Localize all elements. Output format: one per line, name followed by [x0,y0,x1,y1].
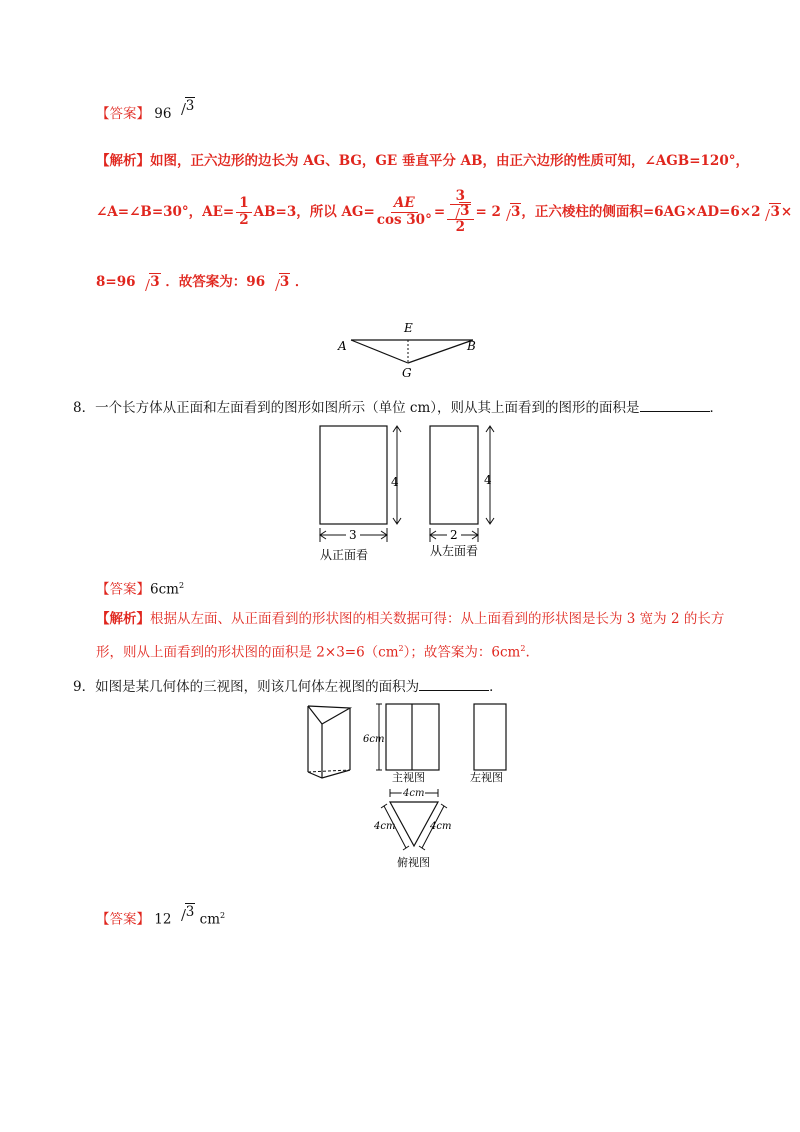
label-b: B [467,339,476,353]
answer-tag: 【答案】 [96,581,150,598]
answer-value: 12 [154,911,172,928]
fraction-ae-cos: $\frac{AE}{\cos 30^\circ}$ [376,195,432,228]
fraction-nested: 3 3 2 [447,190,473,235]
answer-value: 96 [154,106,172,122]
left-rect [430,426,478,524]
q7-analysis-line2: ∠A=∠B=30°，AE= $\frac{1}{2}$ AB=3，所以 AG= $\frac{AE}{\cos 30^\circ}$ = 3 3 2 = 2 3 ，正六棱柱的侧面积=6AG×AD=6×2 3 × [96,188,793,235]
top-left-side-label: 4cm [374,821,396,832]
top-width-label: 4cm [403,788,425,799]
analysis-tag: 【解析】 [96,153,150,169]
answer-value: 6cm [150,581,179,598]
analysis-tag: 【解析】 [96,611,150,627]
q9-question: 9．如图是某几何体的三视图，则该几何体左视图的面积为 ． [73,679,503,695]
left-caption: 从左面看 [430,544,479,558]
sqrt-symbol: 3 [176,906,196,920]
fraction-half: $\frac{1}{2}$ [236,197,251,227]
height-label: 4 [484,473,492,487]
answer-tag: 【答案】 [96,106,150,122]
label-e: E [404,321,413,335]
label-g: G [402,366,412,380]
top-right-side-label: 4cm [430,821,452,832]
answer-blank [419,678,489,691]
answer-tag: 【答案】 [96,911,150,928]
front-rect [320,426,387,524]
left-view-figure [422,418,512,566]
line-ag [351,340,408,363]
top-view-caption: 俯视图 [397,856,430,869]
q8-answer: 【答案】$6cm^2$ [96,581,185,598]
label-a: A [338,339,347,353]
q7-analysis-line1: 【解析】如图，正六边形的边长为 AG、BG，GE 垂直平分 AB，由正六边形的性质可知，∠AGB=120°， [96,153,749,169]
three-view-figure [300,696,515,876]
sqrt-symbol: 3 [176,100,196,114]
answer-unit: cm [199,911,221,928]
front-view-figure [312,418,412,566]
height-label: 6cm [363,734,385,745]
q7-analysis-line3: 8=96 3 ．故答案为：96 3 ． [96,274,309,290]
q7-answer [96,98,195,122]
left-view-rect [474,704,506,770]
line-bg [408,340,473,363]
width-label: 2 [450,528,458,542]
left-view-caption: 左视图 [470,771,503,784]
q8-analysis-line1: 【解析】根据从左面、从正面看到的形状图的相关数据可得：从上面看到的形状图是长为 3 宽为 2 的长方 [96,611,725,627]
q8-question: 8．一个长方体从正面和左面看到的图形如图所示（单位 cm），则从其上面看到的图形的面积是 ． [73,400,723,416]
triangle-figure [335,318,490,380]
width-label: 3 [349,528,357,542]
q9-answer: 【答案】 12 3 $cm^2$ [96,903,226,928]
q8-analysis-line2: 形，则从上面看到的形状图的面积是 $2\times 3=6(cm^2)$；故答案为：$6cm^2$. [96,644,530,661]
prism-solid [308,706,350,778]
height-label: 4 [391,475,399,489]
main-view-caption: 主视图 [392,771,425,784]
answer-blank [640,399,710,412]
front-caption: 从正面看 [320,548,369,562]
